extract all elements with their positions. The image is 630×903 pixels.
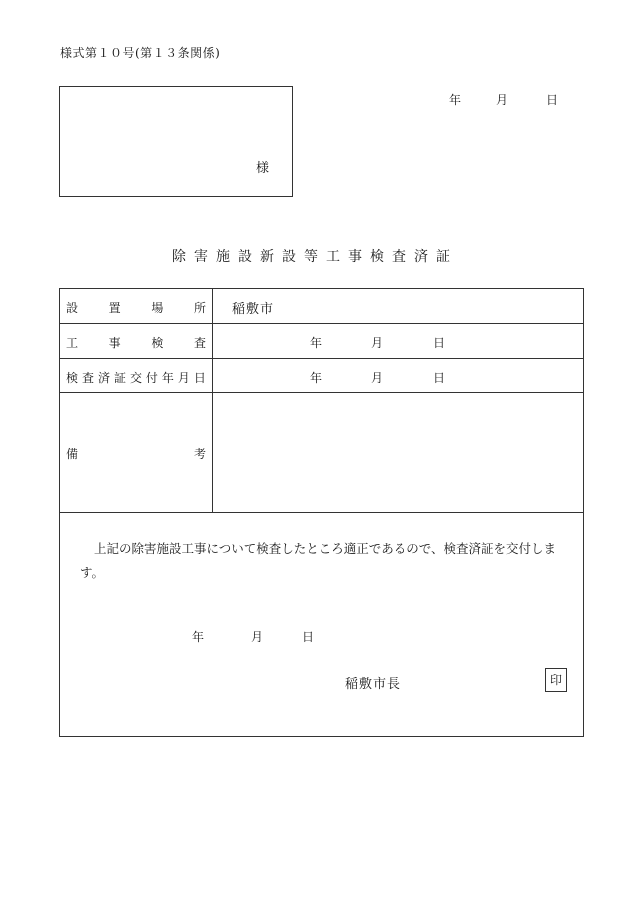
row-divider xyxy=(60,512,583,513)
addressee-box[interactable] xyxy=(59,86,293,197)
inspection-table xyxy=(59,288,584,737)
label-certificate-issue-date: 検 査 済 証 交 付 年 月 日 xyxy=(66,371,206,385)
issue-day-label: 日 xyxy=(433,371,446,385)
row-divider xyxy=(60,323,583,324)
seal-box: 印 xyxy=(545,668,567,692)
certification-text: 上記の除害施設工事について検査したところ適正であるので、検査済証を交付します。 xyxy=(80,541,557,580)
inspection-year-label: 年 xyxy=(310,336,323,350)
row-divider xyxy=(60,358,583,359)
form-number: 様式第１０号(第１３条関係) xyxy=(60,46,221,60)
inspection-day-label: 日 xyxy=(433,336,446,350)
issuer-name: 稲敷市長 xyxy=(345,677,402,692)
cert-month-label: 月 xyxy=(251,630,264,644)
issue-month-label: 月 xyxy=(371,371,384,385)
label-remarks: 備 考 xyxy=(66,447,206,461)
issue-year-label: 年 xyxy=(310,371,323,385)
date-day-label: 日 xyxy=(546,93,559,107)
label-installation-location: 設 置 場 所 xyxy=(66,301,206,315)
document-title: 除害施設新設等工事検査済証 xyxy=(172,249,458,265)
remarks-value[interactable] xyxy=(220,399,575,504)
cert-day-label: 日 xyxy=(302,630,315,644)
addressee-honorific: 様 xyxy=(256,161,270,176)
inspection-month-label: 月 xyxy=(371,336,384,350)
date-month-label: 月 xyxy=(496,93,509,107)
row-divider xyxy=(60,392,583,393)
installation-location-value[interactable]: 稲敷市 xyxy=(232,302,275,317)
label-construction-inspection: 工 事 検 査 xyxy=(66,336,206,350)
date-year-label: 年 xyxy=(449,93,462,107)
cert-year-label: 年 xyxy=(192,630,205,644)
